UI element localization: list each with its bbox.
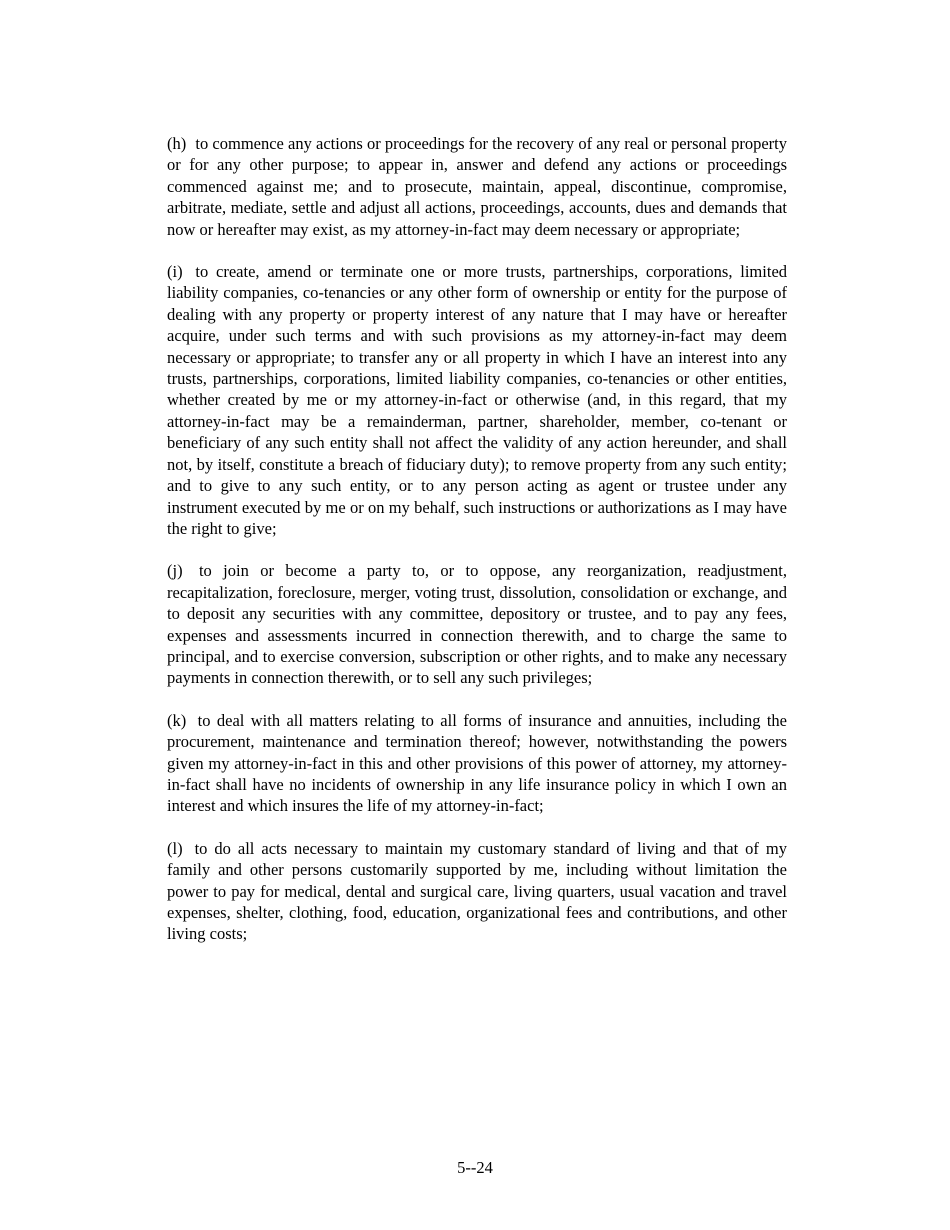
paragraph-j: [167, 560, 787, 688]
document-body: [167, 133, 787, 966]
paragraph-label: (h): [167, 134, 187, 153]
paragraph-label: (k): [167, 710, 187, 730]
paragraph-text: to do all acts necessary to maintain my customary standard of living and that of my family and other persons customarily supported by me, including without limitation the power to pay for medical, dental and surgical care, living quarters, usual vacation and travel expenses, shelter, clothing, food, education, organizational fees and contributions, and other living costs;: [167, 838, 787, 944]
paragraph-text: to join or become a party to, or to oppose, any reorganization, readjustment, recapitalization, foreclosure, merger, voting trust, dissolution, consolidation or exchange, and to deposit any securities with any committee, depository or trustee, and to pay any fees, expenses and assessments incurred in connection therewith, and to charge the same to principal, and to exercise conversion, subscription or other rights, and to make any necessary payments in connection therewith, or to sell any such privileges;: [167, 561, 787, 688]
paragraph-label: (j): [167, 561, 183, 581]
paragraph-h: [167, 133, 787, 240]
paragraph-k: [167, 710, 787, 817]
paragraph-label: (l): [167, 838, 183, 858]
paragraph-text: to commence any actions or proceedings for the recovery of any real or personal property or for any other purpose; to appear in, answer and defend any actions or proceedings commenced against me; and to prosecute, maintain, appeal, discontinue, compromise, arbitrate, mediate, settle and adjust all actions, proceedings, accounts, dues and demands that now or hereafter may exist, as my attorney-in-fact may deem necessary or appropriate;: [167, 134, 788, 239]
paragraph-i: [167, 261, 787, 539]
paragraph-text: to create, amend or terminate one or more trusts, partnerships, corporations, limited liability companies, co-tenancies or any other form of ownership or entity for the purpose of dealing with any property or property interest of any nature that I may have or hereafter acquire, under such terms and with such provisions as my attorney-in-fact may deem necessary or appropriate; to transfer any or all property in which I have an interest into any trusts, partnerships, corporations, limited liability companies, co-tenancies or other entities, whether created by me or my attorney-in-fact or otherwise (and, in this regard, that my attorney-in-fact may be a remainderman, partner, shareholder, member, co-tenant or beneficiary of any such entity shall not affect the validity of any action hereunder, and shall not, by itself, constitute a breach of fiduciary duty); to remove property from any such entity; and to give to any such entity, or to any person acting as agent or trustee under any instrument executed by me or on my behalf, such instructions or authorizations as I may have the right to give;: [167, 262, 788, 538]
paragraph-label: (i): [167, 262, 183, 282]
page-number: 5--24: [457, 1158, 493, 1177]
paragraph-text: to deal with all matters relating to all forms of insurance and annuities, including the procurement, maintenance and termination thereof; however, notwithstanding the powers given my attorney-in-fact in this and other provisions of this power of attorney, my attorney-in-fact shall have no incidents of ownership in any life insurance policy in which I own an interest and which insures the life of my attorney-in-fact;: [167, 710, 787, 816]
paragraph-l: [167, 838, 787, 945]
